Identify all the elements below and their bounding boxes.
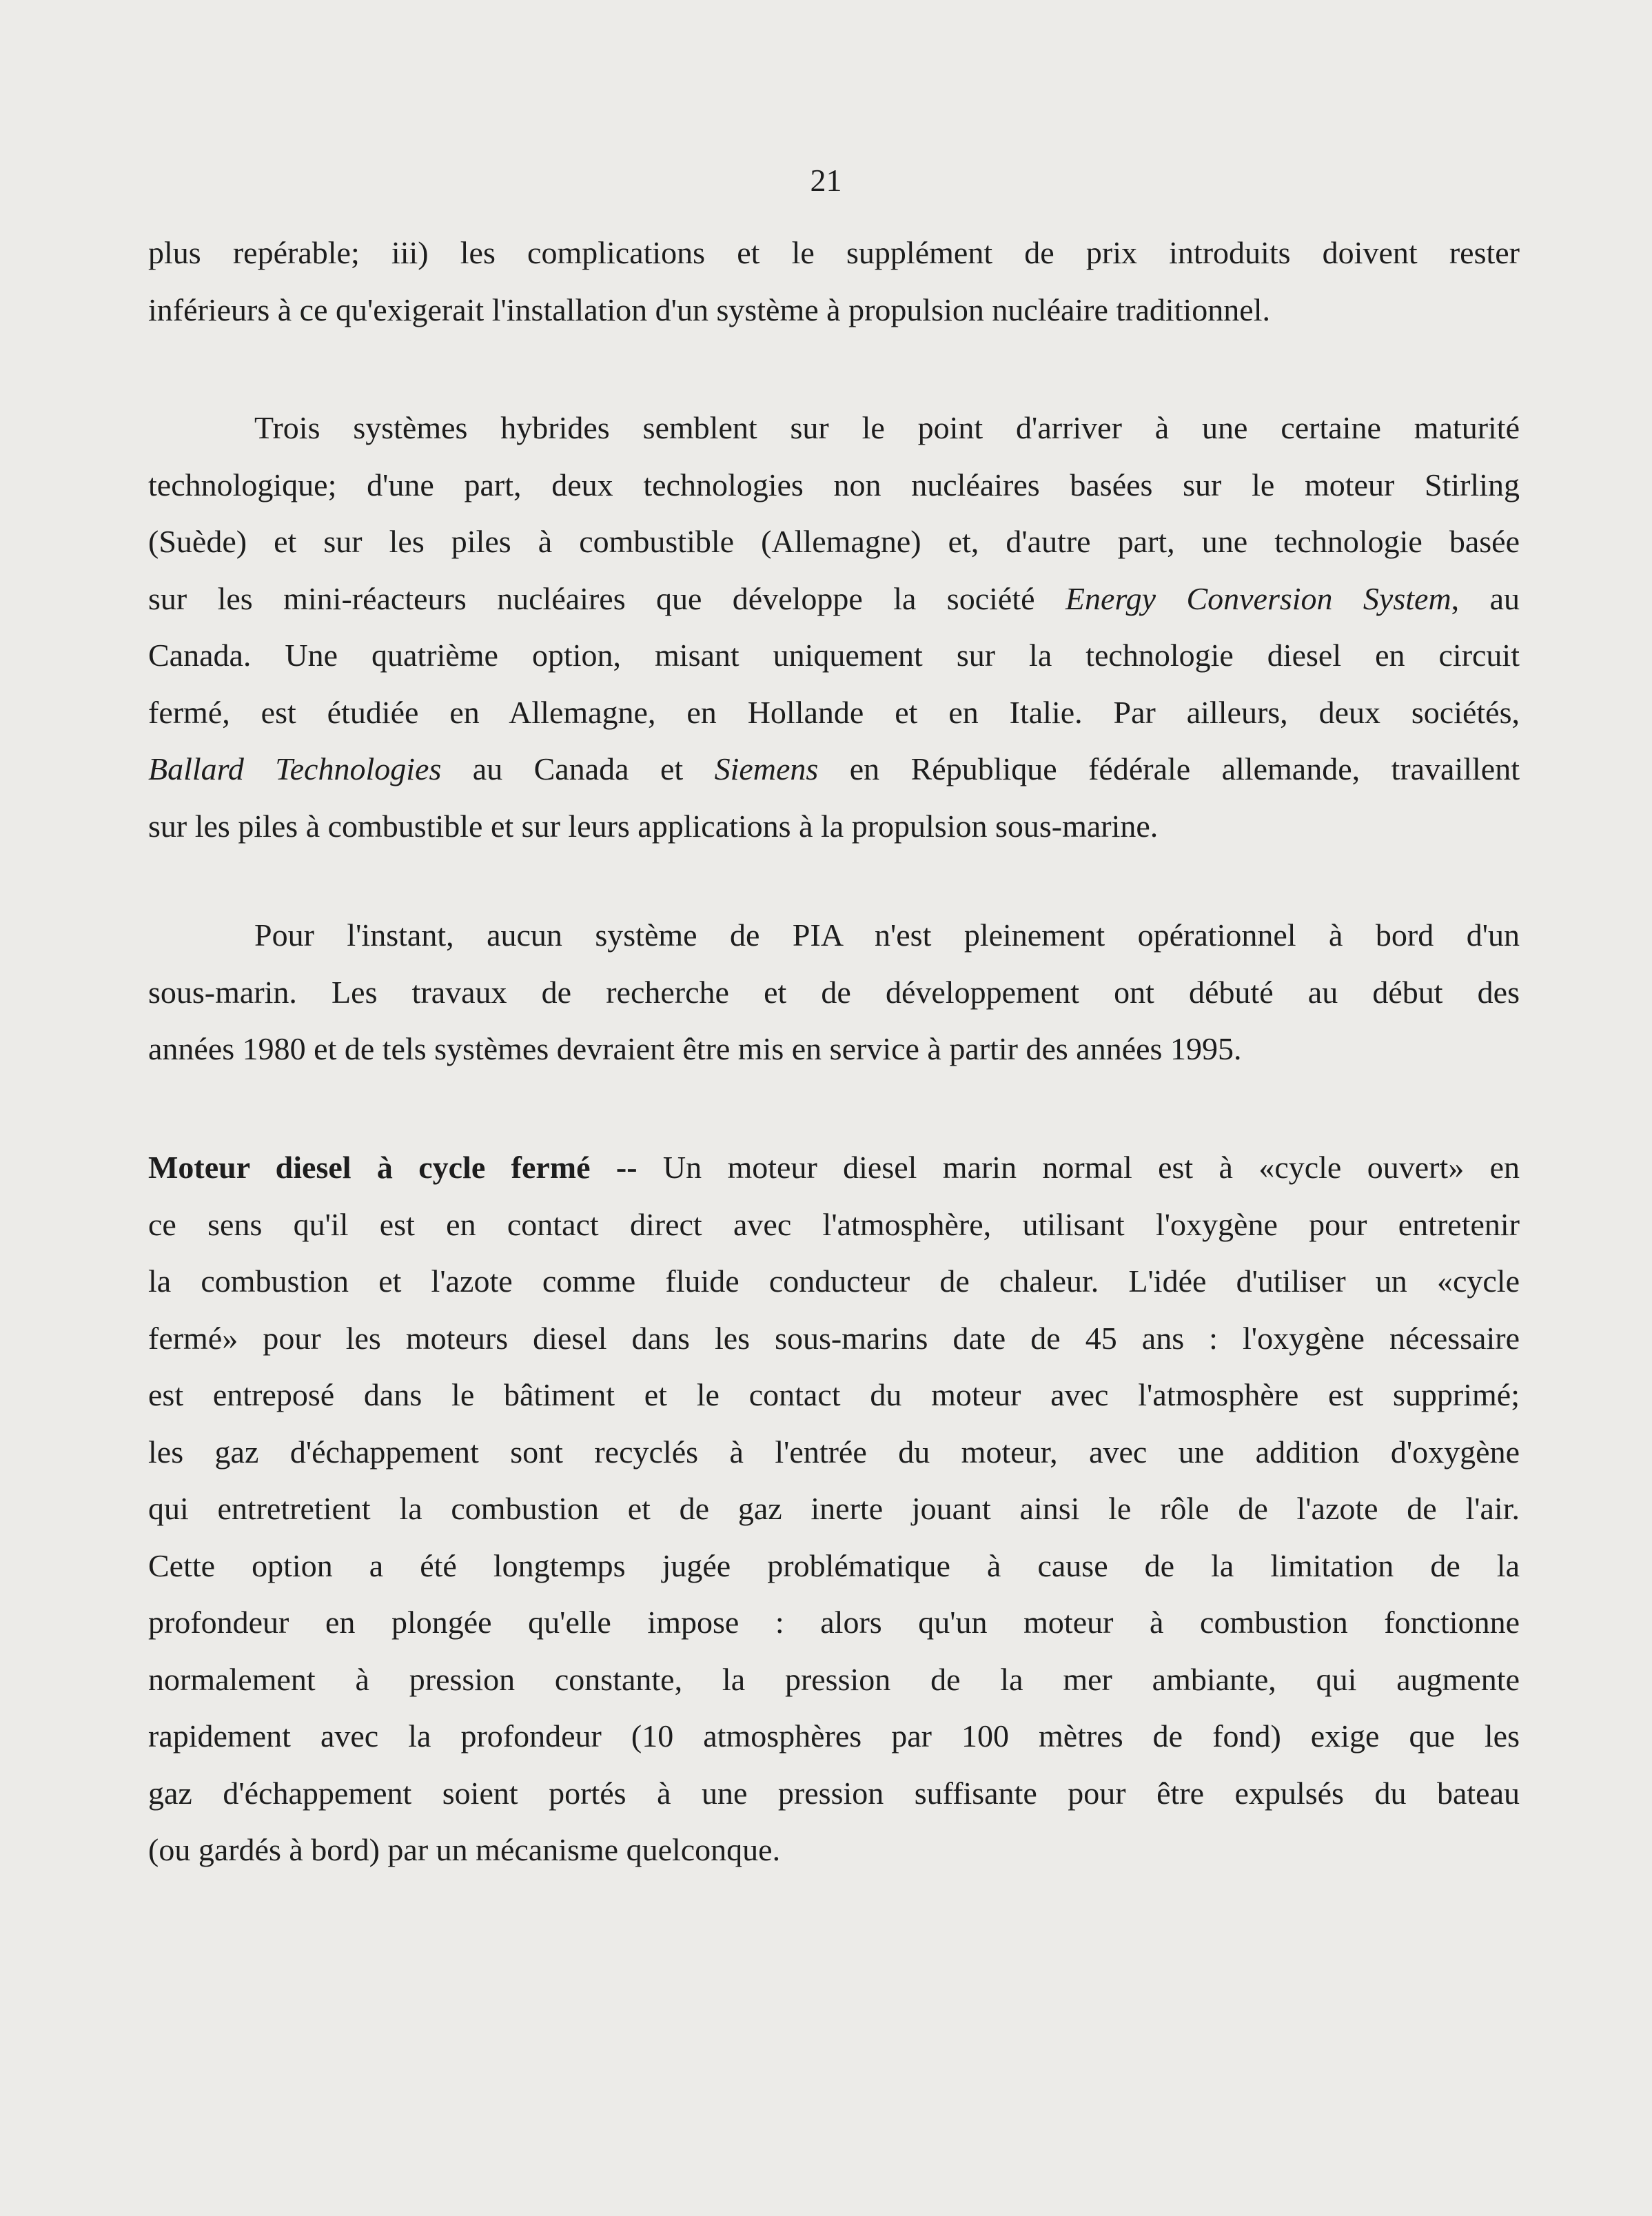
line-text: en République fédérale allemande, travaillent [818,751,1520,786]
paragraph-line: plus repérable; iii) les complications et le supplément de prix introduits doivent rester [148,235,1520,270]
paragraph-line: est entreposé dans le bâtiment et le contact du moteur avec l'atmosphère est supprimé; [148,1377,1520,1412]
paragraph-line: Pour l'instant, aucun système de PIA n'est pleinement opérationnel à bord d'un [254,917,1520,953]
section-heading: Moteur diesel à cycle fermé -- [148,1150,638,1185]
paragraph-line: Trois systèmes hybrides semblent sur le point d'arriver à une certaine maturité [254,410,1520,445]
line-text: Un moteur diesel marin normal est à «cycle ouvert» en [637,1150,1520,1185]
paragraph-line: fermé» pour les moteurs diesel dans les sous-marins date de 45 ans : l'oxygène nécessaire [148,1320,1520,1356]
paragraph-line: normalement à pression constante, la pression de la mer ambiante, qui augmente [148,1661,1520,1697]
paragraph-line: sous-marin. Les travaux de recherche et de développement ont débuté au début des [148,974,1520,1010]
paragraph-line: gaz d'échappement soient portés à une pression suffisante pour être expulsés du bateau [148,1775,1520,1811]
paragraph-line: la combustion et l'azote comme fluide conducteur de chaleur. L'idée d'utiliser un «cycle [148,1263,1520,1299]
paragraph-line: les gaz d'échappement sont recyclés à l'entrée du moteur, avec une addition d'oxygène [148,1434,1520,1470]
paragraph-2 [148,400,1520,855]
paragraph-line: technologique; d'une part, deux technologies non nucléaires basées sur le moteur Stirling [148,467,1520,502]
line-text: , au [1451,580,1520,616]
paragraph-line: (Suède) et sur les piles à combustible (Allemagne) et, d'autre part, une technologie basée [148,524,1520,559]
line-text: sur les mini-réacteurs nucléaires que développe la société [148,580,1065,616]
paragraph-line [148,571,1520,628]
paragraph-line [148,1139,1520,1197]
company-name-italic: Ballard Technologies [148,751,442,786]
paragraph-line: rapidement avec la profondeur (10 atmosphères par 100 mètres de fond) exige que les [148,1718,1520,1754]
page-number: 21 [810,163,842,198]
paragraph-line: (ou gardés à bord) par un mécanisme quelconque. [148,1832,781,1867]
paragraph-line: Canada. Une quatrième option, misant uniquement sur la technologie diesel en circuit [148,638,1520,673]
paragraph-line: ce sens qu'il est en contact direct avec l'atmosphère, utilisant l'oxygène pour entretenir [148,1206,1520,1242]
paragraph-line: Cette option a été longtemps jugée problématique à cause de la limitation de la [148,1547,1520,1583]
company-name-italic: Siemens [714,751,819,786]
paragraph-line [148,741,1520,798]
paragraph-3 [148,907,1520,1078]
paragraph-line: fermé, est étudiée en Allemagne, en Hollande et en Italie. Par ailleurs, deux sociétés, [148,694,1520,730]
paragraph-1 [148,225,1520,338]
company-name-italic: Energy Conversion System [1065,580,1451,616]
paragraph-4 [148,1139,1520,1879]
paragraph-line: qui entretretient la combustion et de gaz inerte jouant ainsi le rôle de l'azote de l'air. [148,1491,1520,1526]
paragraph-line: sur les piles à combustible et sur leurs applications à la propulsion sous-marine. [148,808,1159,844]
paragraph-line: années 1980 et de tels systèmes devraient être mis en service à partir des années 1995. [148,1031,1242,1066]
line-text: au Canada et [441,751,715,786]
paragraph-line: inférieurs à ce qu'exigerait l'installation d'un système à propulsion nucléaire traditionnel. [148,292,1270,327]
paragraph-line: profondeur en plongée qu'elle impose : alors qu'un moteur à combustion fonctionne [148,1605,1520,1640]
